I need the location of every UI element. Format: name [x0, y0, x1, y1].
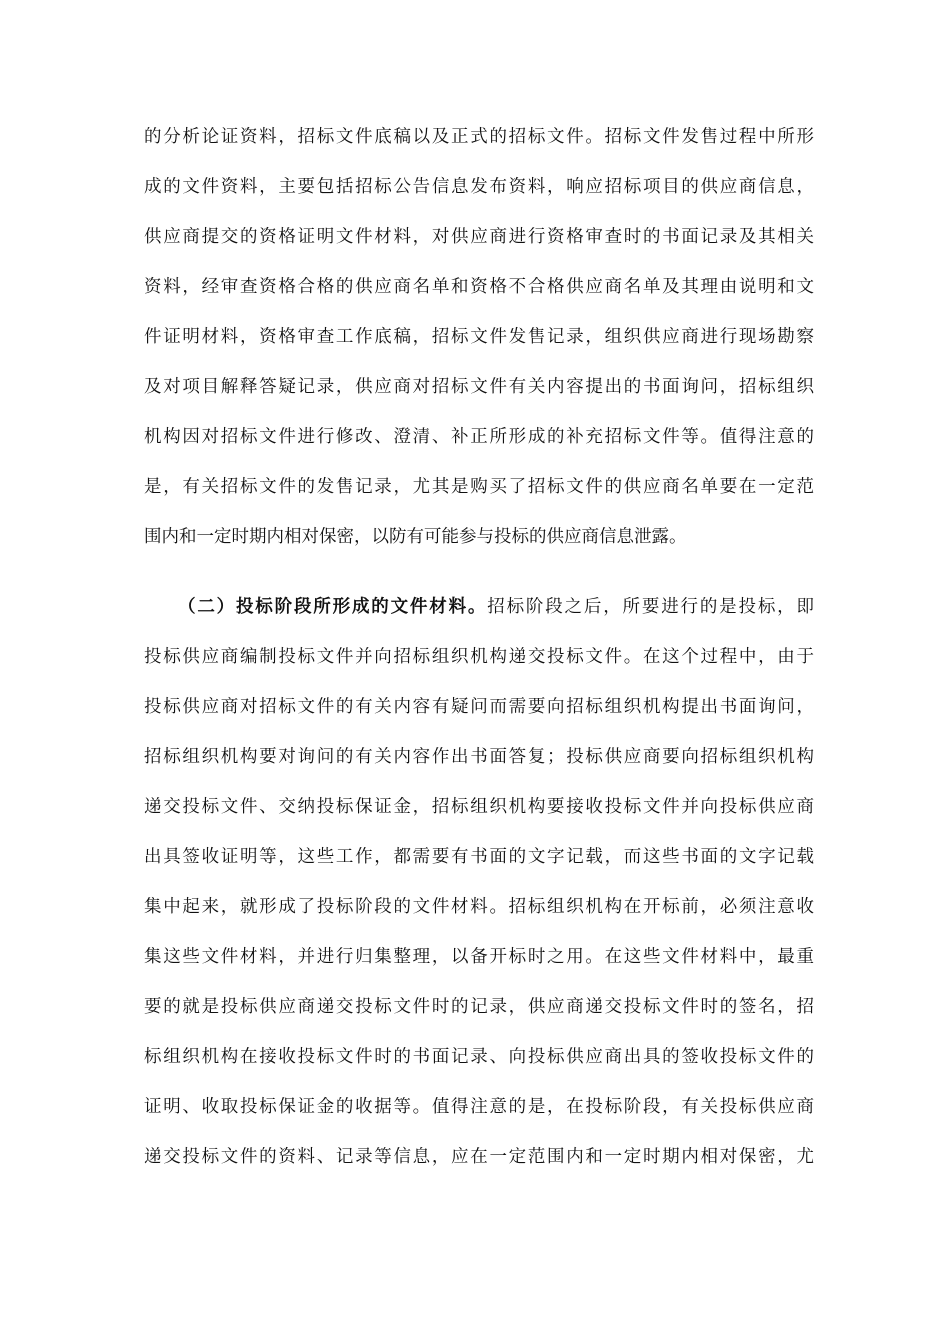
text-line: 标组织机构在接收投标文件时的书面记录、向投标供应商出具的签收投标文件的: [144, 1047, 814, 1067]
text-line: 集这些文件材料，并进行归集整理，以备开标时之用。在这些文件材料中，最重: [144, 947, 814, 967]
text-line: 递交投标文件的资料、记录等信息，应在一定范围内和一定时期内相对保密，尤: [144, 1147, 814, 1167]
text-line: 集中起来，就形成了投标阶段的文件材料。招标组织机构在开标前，必须注意收: [144, 897, 814, 917]
text-line: 及对项目解释答疑记录，供应商对招标文件有关内容提出的书面询问，招标组织: [144, 377, 814, 397]
text-line: 投标供应商对招标文件的有关内容有疑问而需要向招标组织机构提出书面询问，: [144, 697, 814, 717]
section-heading: （二）投标阶段所形成的文件材料。: [178, 597, 488, 617]
text-line: 是，有关招标文件的发售记录，尤其是购买了招标文件的供应商名单要在一定范: [144, 477, 814, 497]
paragraph-tender-documents: [144, 117, 814, 567]
text-line: 件证明材料，资格审查工作底稿，招标文件发售记录，组织供应商进行现场勘察: [144, 327, 814, 347]
section-first-line-text: 招标阶段之后，所要进行的是投标，即: [487, 597, 814, 617]
text-line: 证明、收取投标保证金的收据等。值得注意的是，在投标阶段，有关投标供应商: [144, 1097, 814, 1117]
text-line: 递交投标文件、交纳投标保证金，招标组织机构要接收投标文件并向投标供应商: [144, 797, 814, 817]
text-line: 成的文件资料，主要包括招标公告信息发布资料，响应招标项目的供应商信息，: [144, 177, 814, 197]
paragraph-bidding-stage: [144, 587, 814, 1187]
text-line: 供应商提交的资格证明文件材料，对供应商进行资格审查时的书面记录及其相关: [144, 227, 814, 247]
text-line: 投标供应商编制投标文件并向招标组织机构递交投标文件。在这个过程中，由于: [144, 647, 814, 667]
text-line: 围内和一定时期内相对保密，以防有可能参与投标的供应商信息泄露。: [144, 527, 687, 547]
text-line: 的分析论证资料，招标文件底稿以及正式的招标文件。招标文件发售过程中所形: [144, 127, 814, 147]
text-line: 招标组织机构要对询问的有关内容作出书面答复；投标供应商要向招标组织机构: [144, 747, 814, 767]
text-line: 资料，经审查资格合格的供应商名单和资格不合格供应商名单及其理由说明和文: [144, 277, 814, 297]
text-line: 机构因对招标文件进行修改、澄清、补正所形成的补充招标文件等。值得注意的: [144, 427, 814, 447]
text-line: 出具签收证明等，这些工作，都需要有书面的文字记载，而这些书面的文字记载: [144, 847, 814, 867]
text-line: 要的就是投标供应商递交投标文件时的记录，供应商递交投标文件时的签名，招: [144, 997, 814, 1017]
section-first-line: [144, 587, 814, 637]
